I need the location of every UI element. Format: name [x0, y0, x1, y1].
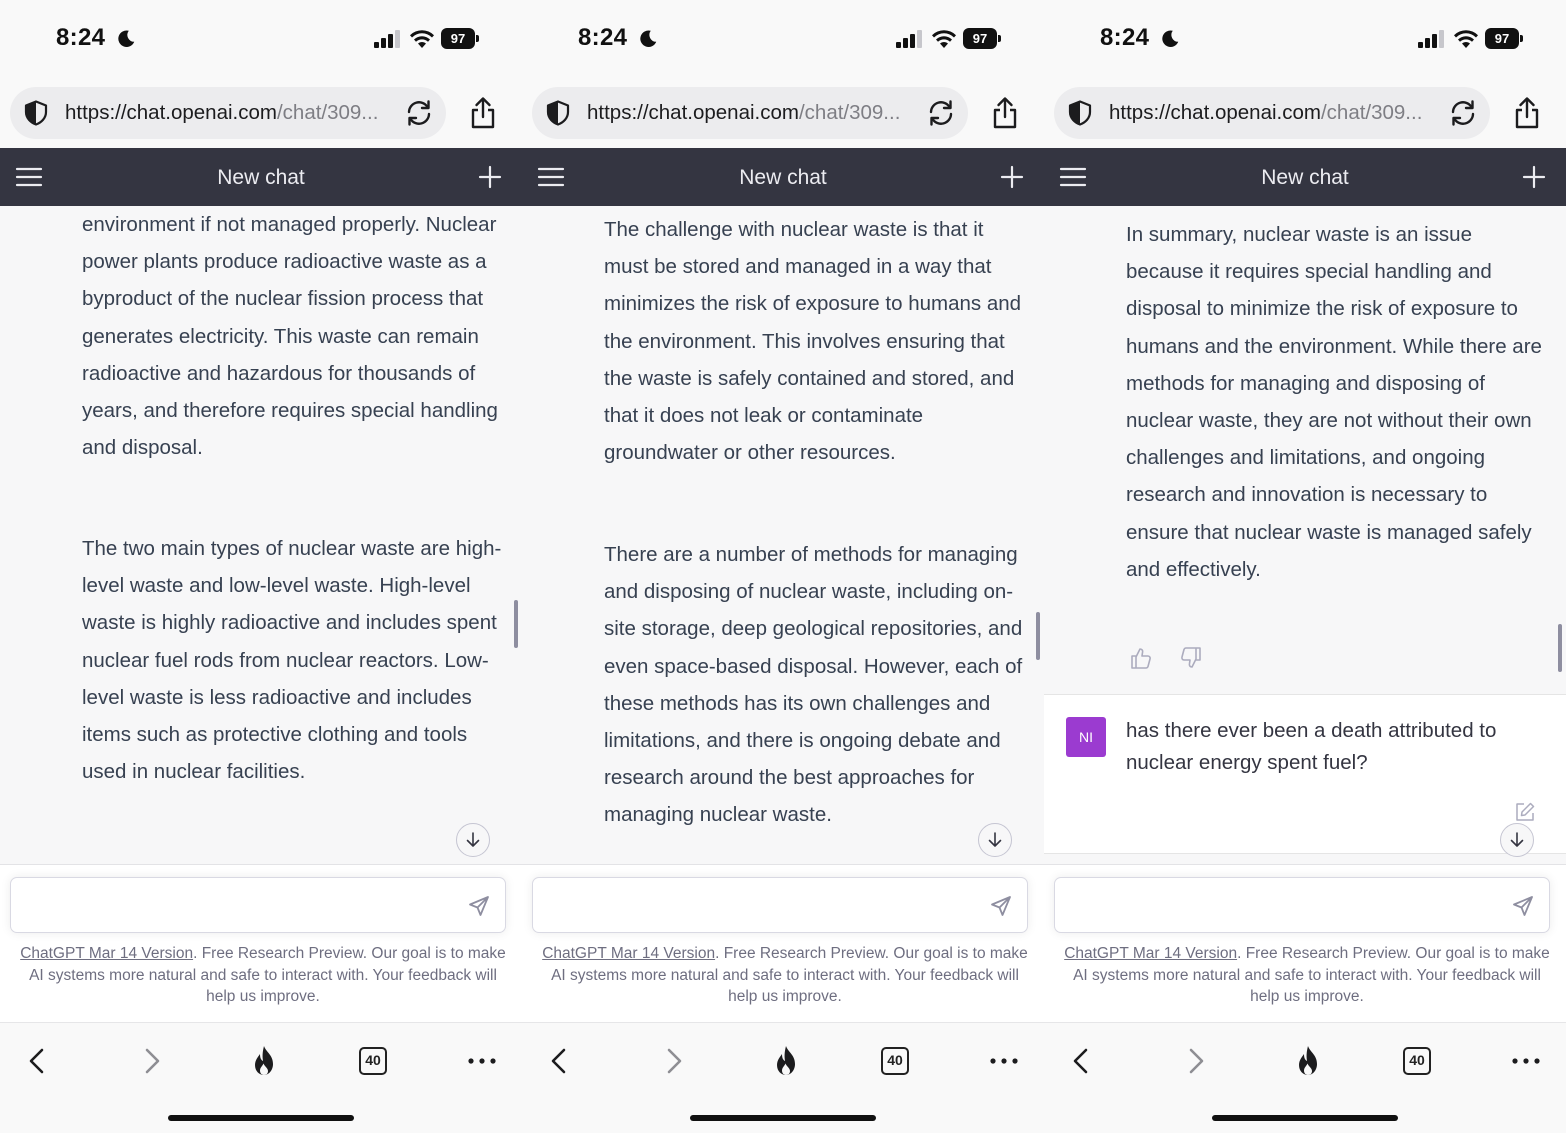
flame-icon — [244, 1041, 284, 1081]
user-message — [1044, 694, 1566, 854]
scrollbar-thumb[interactable] — [514, 600, 518, 648]
url-path: /chat/309... — [1320, 101, 1423, 124]
url-text[interactable] — [65, 101, 378, 125]
flame-icon — [766, 1041, 806, 1081]
battery-level: 97 — [441, 28, 475, 49]
assistant-paragraph: The two main types of nuclear waste are high-level waste and low-level waste. High-level waste is highly radioactive and includes spent nuclear fuel rods from nuclear reactors. Low-level waste is less radioactive and includes items such as protective clothing and tools used in nuclear facilities. — [82, 537, 502, 784]
signal-icon — [374, 30, 402, 48]
thumbs-up-icon[interactable] — [1132, 649, 1150, 668]
moon-icon — [115, 28, 137, 50]
reload-icon[interactable] — [926, 99, 956, 127]
send-icon[interactable] — [990, 895, 1012, 917]
send-icon[interactable] — [468, 895, 490, 917]
status-bar — [522, 0, 1044, 78]
forward-button[interactable] — [132, 1041, 172, 1081]
status-time: 8:24 — [56, 24, 106, 51]
arrow-down-icon — [465, 832, 481, 848]
tabs-button[interactable] — [875, 1041, 915, 1081]
scrollbar-thumb[interactable] — [1036, 612, 1040, 660]
edit-icon[interactable] — [1514, 801, 1536, 823]
disclaimer-text: . Free Research Preview. Our goal is to make AI systems more natural and safe to interact with. Your feedback will help us improve. — [551, 945, 1028, 1005]
flame-icon — [1288, 1041, 1328, 1081]
fire-button[interactable] — [1288, 1041, 1328, 1081]
browser-url-row — [0, 78, 522, 148]
url-text[interactable] — [587, 101, 900, 125]
chat-title: New chat — [217, 166, 305, 189]
moon-icon — [1159, 28, 1181, 50]
more-button[interactable] — [462, 1041, 502, 1081]
tabs-icon: 40 — [881, 1047, 909, 1075]
browser-toolbar — [522, 1022, 1044, 1133]
battery-icon — [441, 28, 479, 49]
chat-header — [522, 148, 1044, 206]
avatar: NI — [1066, 717, 1106, 757]
status-bar — [0, 0, 522, 78]
shield-icon[interactable] — [544, 99, 572, 127]
home-indicator[interactable] — [1212, 1115, 1398, 1121]
message-input[interactable] — [532, 877, 1028, 933]
tabs-icon: 40 — [1403, 1047, 1431, 1075]
share-icon[interactable] — [990, 96, 1020, 130]
status-time: 8:24 — [578, 24, 628, 51]
share-icon[interactable] — [468, 96, 498, 130]
composer — [0, 864, 522, 1022]
back-button[interactable] — [539, 1041, 579, 1081]
forward-button[interactable] — [654, 1041, 694, 1081]
browser-url-row — [1044, 78, 1566, 148]
address-bar[interactable] — [532, 87, 968, 139]
reload-icon[interactable] — [1448, 99, 1478, 127]
phone-screen-3 — [1044, 0, 1566, 1133]
assistant-paragraph: In summary, nuclear waste is an issue because it requires special handling and disposal to minimize the risk of exposure to humans and the environment. While there are methods for managing and disposing of nuclear waste, they are not without their own challenges and limitations, and ongoing research and innovation is necessary to ensure that nuclear waste is managed safely and effectively. — [1126, 223, 1542, 581]
chat-title: New chat — [1261, 166, 1349, 189]
battery-level: 97 — [963, 28, 997, 49]
arrow-down-icon — [987, 832, 1003, 848]
shield-icon[interactable] — [1066, 99, 1094, 127]
composer — [522, 864, 1044, 1022]
tabs-icon: 40 — [359, 1047, 387, 1075]
url-text[interactable] — [1109, 101, 1422, 125]
message-input[interactable] — [1054, 877, 1550, 933]
plus-icon[interactable] — [1522, 165, 1546, 189]
wifi-icon — [1453, 27, 1479, 49]
forward-icon — [1176, 1041, 1216, 1081]
chat-header — [0, 148, 522, 206]
url-host: https://chat.openai.com — [65, 101, 277, 124]
url-host: https://chat.openai.com — [587, 101, 799, 124]
chat-title: New chat — [739, 166, 827, 189]
battery-level: 97 — [1485, 28, 1519, 49]
address-bar[interactable] — [10, 87, 446, 139]
composer — [1044, 864, 1566, 1022]
share-icon[interactable] — [1512, 96, 1542, 130]
back-button[interactable] — [17, 1041, 57, 1081]
fire-button[interactable] — [244, 1041, 284, 1081]
chat-messages[interactable] — [522, 206, 1044, 864]
thumbs-down-icon[interactable] — [1182, 648, 1200, 667]
back-icon — [539, 1041, 579, 1081]
disclaimer-text: . Free Research Preview. Our goal is to make AI systems more natural and safe to interact with. Your feedback will help us improve. — [1073, 945, 1550, 1005]
home-indicator[interactable] — [690, 1115, 876, 1121]
version-link[interactable]: ChatGPT Mar 14 Version — [20, 945, 194, 962]
chat-messages[interactable] — [0, 206, 522, 864]
browser-toolbar — [1044, 1022, 1566, 1133]
back-button[interactable] — [1061, 1041, 1101, 1081]
tabs-button[interactable] — [1397, 1041, 1437, 1081]
feedback-buttons — [1130, 646, 1210, 670]
tabs-button[interactable] — [353, 1041, 393, 1081]
assistant-paragraph: The challenge with nuclear waste is that it must be stored and managed in a way that minimizes the risk of exposure to humans and the environment. This involves ensuring that the waste is safely contained and stored, and that it does not leak or contaminate groundwater or other resources. — [604, 218, 1022, 465]
more-button[interactable] — [984, 1041, 1024, 1081]
assistant-paragraph: environment if not managed properly. Nuclear power plants produce radioactive waste as a byproduct of the nuclear fission process that generates electricity. This waste can remain radioactive and hazardous for thousands of years, and therefore requires special handling and disposal. — [82, 213, 498, 460]
plus-icon[interactable] — [478, 165, 502, 189]
battery-icon — [1485, 28, 1523, 49]
scroll-down-button[interactable] — [978, 823, 1012, 857]
browser-url-row — [522, 78, 1044, 148]
browser-toolbar — [0, 1022, 522, 1133]
more-button[interactable] — [1506, 1041, 1546, 1081]
chat-messages[interactable] — [1044, 206, 1566, 864]
disclaimer — [540, 943, 1030, 1008]
home-indicator[interactable] — [168, 1115, 354, 1121]
url-host: https://chat.openai.com — [1109, 101, 1321, 124]
url-path: /chat/309... — [276, 101, 379, 124]
reload-icon[interactable] — [404, 99, 434, 127]
url-path: /chat/309... — [798, 101, 901, 124]
chat-header — [1044, 148, 1566, 206]
version-link[interactable]: ChatGPT Mar 14 Version — [1064, 945, 1238, 962]
arrow-down-icon — [1509, 832, 1525, 848]
version-link[interactable]: ChatGPT Mar 14 Version — [542, 945, 716, 962]
forward-icon — [132, 1041, 172, 1081]
back-icon — [17, 1041, 57, 1081]
assistant-paragraph: There are a number of methods for managing and disposing of nuclear waste, including on-site storage, deep geological repositories, and even space-based disposal. However, each of these methods has its own challenges and limitations, and there is ongoing debate and research around the best approaches for managing nuclear waste. — [604, 543, 1023, 827]
more-icon — [1506, 1041, 1546, 1081]
signal-icon — [896, 30, 924, 48]
battery-icon — [963, 28, 1001, 49]
shield-icon[interactable] — [22, 99, 50, 127]
more-icon — [984, 1041, 1024, 1081]
plus-icon[interactable] — [1000, 165, 1024, 189]
message-input[interactable] — [10, 877, 506, 933]
disclaimer — [18, 943, 508, 1008]
scroll-down-button[interactable] — [1500, 823, 1534, 857]
scrollbar-thumb[interactable] — [1558, 624, 1562, 672]
status-time: 8:24 — [1100, 24, 1150, 51]
address-bar[interactable] — [1054, 87, 1490, 139]
wifi-icon — [409, 27, 435, 49]
disclaimer — [1062, 943, 1552, 1008]
user-message-text: has there ever been a death attributed to nuclear energy spent fuel? — [1126, 719, 1497, 774]
phone-screen-1 — [0, 0, 522, 1133]
more-icon — [462, 1041, 502, 1081]
forward-icon — [654, 1041, 694, 1081]
disclaimer-text: . Free Research Preview. Our goal is to make AI systems more natural and safe to interact with. Your feedback will help us improve. — [29, 945, 506, 1005]
send-icon[interactable] — [1512, 895, 1534, 917]
status-bar — [1044, 0, 1566, 78]
back-icon — [1061, 1041, 1101, 1081]
wifi-icon — [931, 27, 957, 49]
fire-button[interactable] — [766, 1041, 806, 1081]
forward-button[interactable] — [1176, 1041, 1216, 1081]
phone-screen-2 — [522, 0, 1044, 1133]
moon-icon — [637, 28, 659, 50]
scroll-down-button[interactable] — [456, 823, 490, 857]
signal-icon — [1418, 30, 1446, 48]
